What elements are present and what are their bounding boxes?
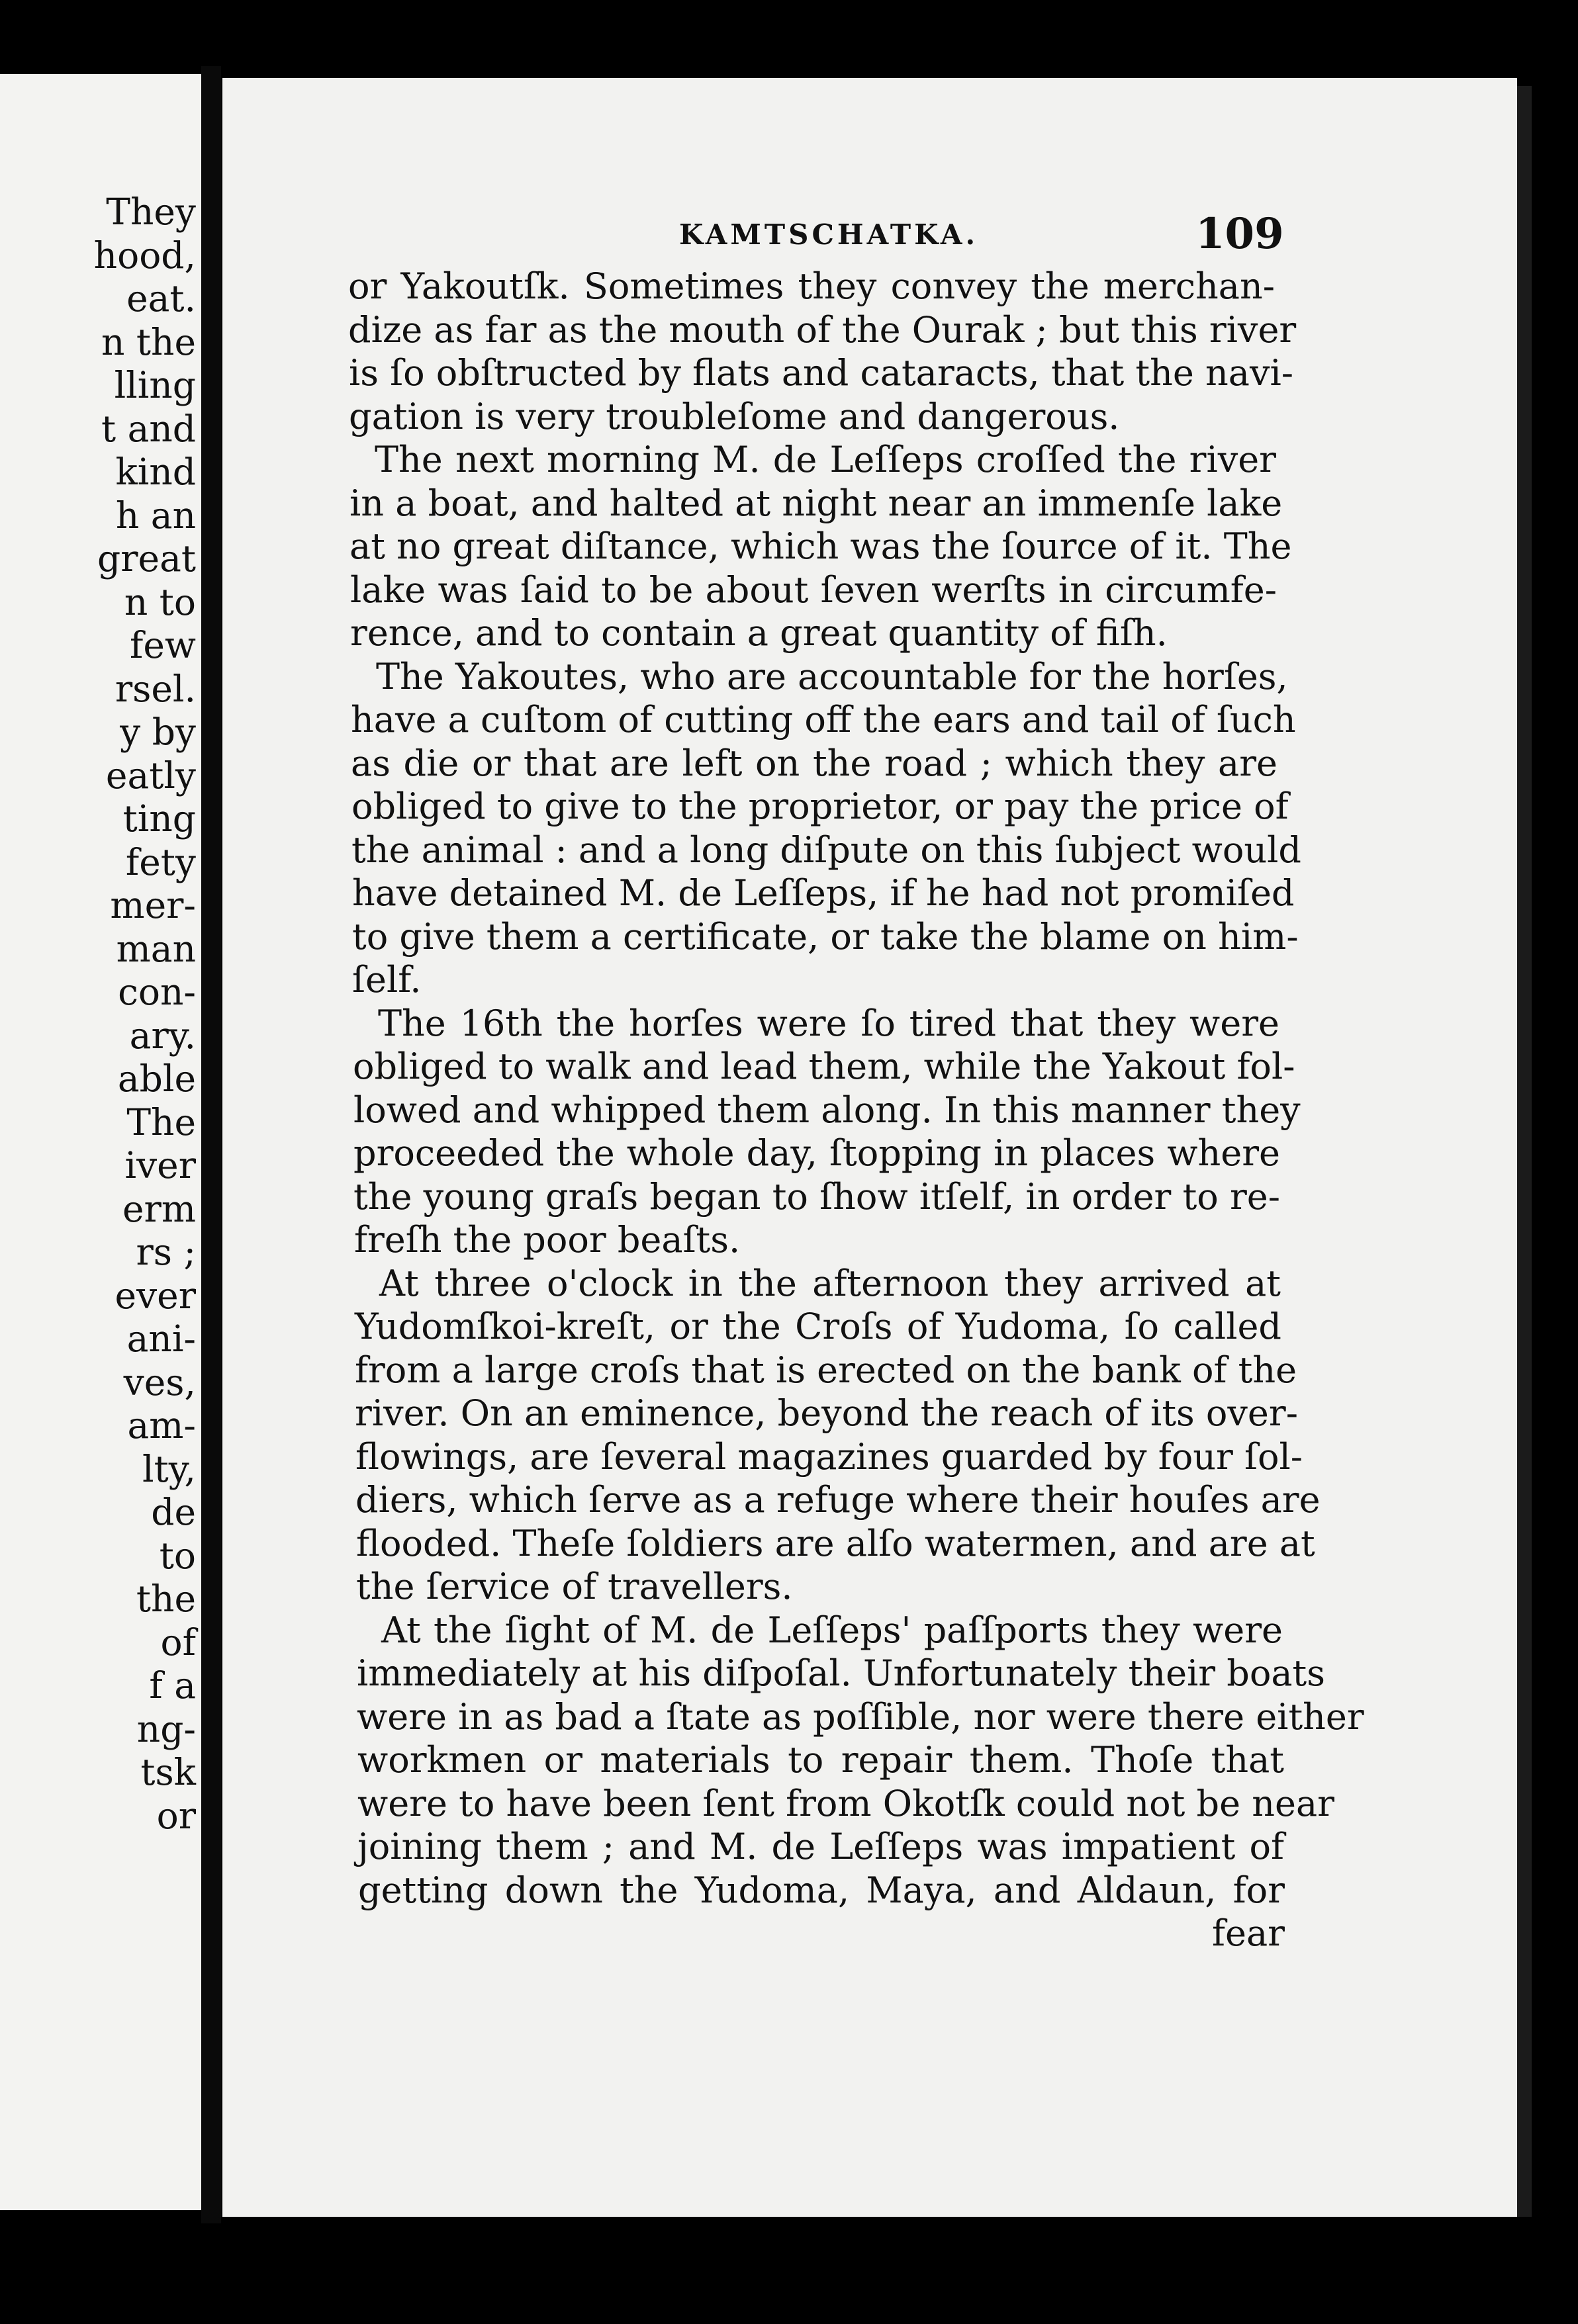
text-line: fear: [1212, 1912, 1285, 1954]
book-gutter: [201, 66, 221, 2223]
text-line: getting down the Yudoma, Maya, and Aldaun, for: [358, 1869, 1285, 1911]
left-page-line: the: [136, 1578, 196, 1620]
text-line: lake was ſaid to be about ſeven werſts in circumfe-: [350, 568, 1277, 611]
left-page-line: kind: [115, 451, 196, 493]
running-head: KAMTSCHATKA.: [679, 218, 979, 251]
text-line: in a boat, and halted at night near an immenſe lake: [349, 482, 1283, 524]
text-line: at no great diſtance, which was the ſource of it. The: [349, 525, 1292, 567]
text-line: the animal : and a long diſpute on this ſubject would: [351, 828, 1301, 871]
left-page-line: of: [160, 1621, 196, 1664]
left-page-line: ting: [122, 797, 196, 840]
left-page-line: con-: [118, 971, 196, 1013]
left-page-line: great: [97, 537, 196, 580]
left-page-line: eatly: [105, 754, 196, 797]
left-page-line: The: [126, 1100, 196, 1143]
left-page-line: rs ;: [136, 1231, 196, 1273]
text-line: At the ſight of M. de Leſſeps' paſſports they were: [381, 1609, 1283, 1651]
left-page-line: fety: [125, 840, 196, 883]
text-line: proceeded the whole day, ſtopping in places where: [353, 1132, 1280, 1174]
left-page-line: am-: [127, 1404, 196, 1447]
text-line: joining them ; and M. de Leſſeps was impatient of: [357, 1826, 1284, 1867]
left-page-line: ary.: [129, 1014, 196, 1057]
left-page-line: ves,: [123, 1361, 196, 1404]
left-page-line: ani-: [126, 1318, 196, 1360]
left-page-line: few: [130, 624, 196, 666]
text-line: is ſo obſtructed by flats and cataracts, that the navi-: [349, 352, 1293, 394]
text-line: as die or that are left on the road ; which they are: [351, 742, 1277, 784]
text-line: the ſervice of travellers.: [356, 1566, 793, 1607]
left-page-line: or: [156, 1794, 196, 1837]
text-line: were to have been ſent from Okotſk could not be near: [357, 1782, 1334, 1824]
left-facing-page: [0, 74, 201, 2210]
left-page-line: n the: [101, 320, 196, 363]
text-line: Yudomſkoi-kreſt, or the Croſs of Yudoma, ſo called: [355, 1306, 1281, 1347]
text-line: The Yakoutes, who are accountable for the horſes,: [376, 655, 1288, 697]
text-line: to give them a certificate, or take the blame on him-: [352, 915, 1299, 958]
text-line: lowed and whipped them along. In this manner they: [353, 1089, 1301, 1131]
text-line: river. On an eminence, beyond the reach of its over-: [355, 1392, 1298, 1434]
text-line: immediately at his diſpoſal. Unfortunately their boats: [357, 1652, 1325, 1694]
text-line: dize as far as the mouth of the Ourak ; but this river: [348, 308, 1297, 351]
left-page-line: y by: [120, 711, 196, 753]
text-line: the young graſs began to ſhow itſelf, in order to re-: [353, 1175, 1280, 1218]
left-page-line: to: [159, 1534, 196, 1577]
left-page-line: They: [106, 191, 196, 233]
left-page-line: t and: [101, 407, 196, 450]
text-line: The 16th the horſes were ſo tired that they were: [378, 1002, 1279, 1044]
left-page-line: erm: [122, 1187, 196, 1230]
left-page-line: tsk: [140, 1751, 196, 1793]
left-page-line: mer-: [110, 884, 196, 926]
text-line: freſh the poor beaſts.: [354, 1219, 741, 1261]
text-line: flooded. Theſe ſoldiers are alſo watermen, and are at: [356, 1522, 1315, 1564]
left-page-line: lty,: [142, 1447, 196, 1490]
body-text: [348, 265, 1513, 1955]
page-number: 109: [1195, 209, 1284, 259]
left-page-line: hood,: [93, 234, 196, 277]
left-page-line: de: [151, 1491, 196, 1533]
text-line: obliged to walk and lead them, while the Yakout fol-: [353, 1046, 1295, 1087]
text-line: were in as bad a ſtate as poſſible, nor were there either: [357, 1695, 1364, 1738]
left-page-line: n to: [124, 580, 196, 623]
left-page-line: f a: [149, 1664, 196, 1707]
text-line: gation is very troubleſome and dangerous.: [349, 395, 1120, 437]
left-page-line: ever: [115, 1274, 196, 1317]
text-line: obliged to give to the proprietor, or pay the price of: [351, 785, 1289, 827]
text-line: At three o'clock in the afternoon they arrived at: [379, 1262, 1281, 1304]
left-page-line: lling: [114, 364, 196, 406]
text-line: rence, and to contain a great quantity of fiſh.: [350, 612, 1168, 654]
text-line: The next morning M. de Leſſeps croſſed the river: [375, 439, 1276, 480]
left-page-line: man: [116, 927, 196, 970]
text-line: have a cuſtom of cutting off the ears and tail of ſuch: [351, 699, 1296, 740]
page-edge: [1517, 86, 1532, 2217]
left-page-line: ng-: [136, 1707, 196, 1750]
text-line: workmen or materials to repair them. Thoſe that: [357, 1739, 1284, 1781]
left-page-line: eat.: [126, 277, 196, 320]
text-line: diers, which ſerve as a refuge where their houſes are: [355, 1479, 1321, 1521]
text-line: ſelf.: [352, 959, 422, 1001]
left-page-line: rsel.: [115, 667, 196, 710]
text-line: have detained M. de Leſſeps, if he had not promiſed: [352, 872, 1295, 914]
text-line: or Yakoutſk. Sometimes they convey the merchan-: [348, 265, 1275, 307]
text-line: from a large croſs that is erected on the bank of the: [355, 1349, 1297, 1391]
left-page-line: iver: [124, 1144, 196, 1186]
text-line: flowings, are ſeveral magazines guarded by four ſol-: [355, 1435, 1303, 1478]
left-page-line: h an: [115, 494, 196, 537]
main-page: [222, 78, 1517, 2217]
left-page-line: able: [117, 1057, 196, 1100]
